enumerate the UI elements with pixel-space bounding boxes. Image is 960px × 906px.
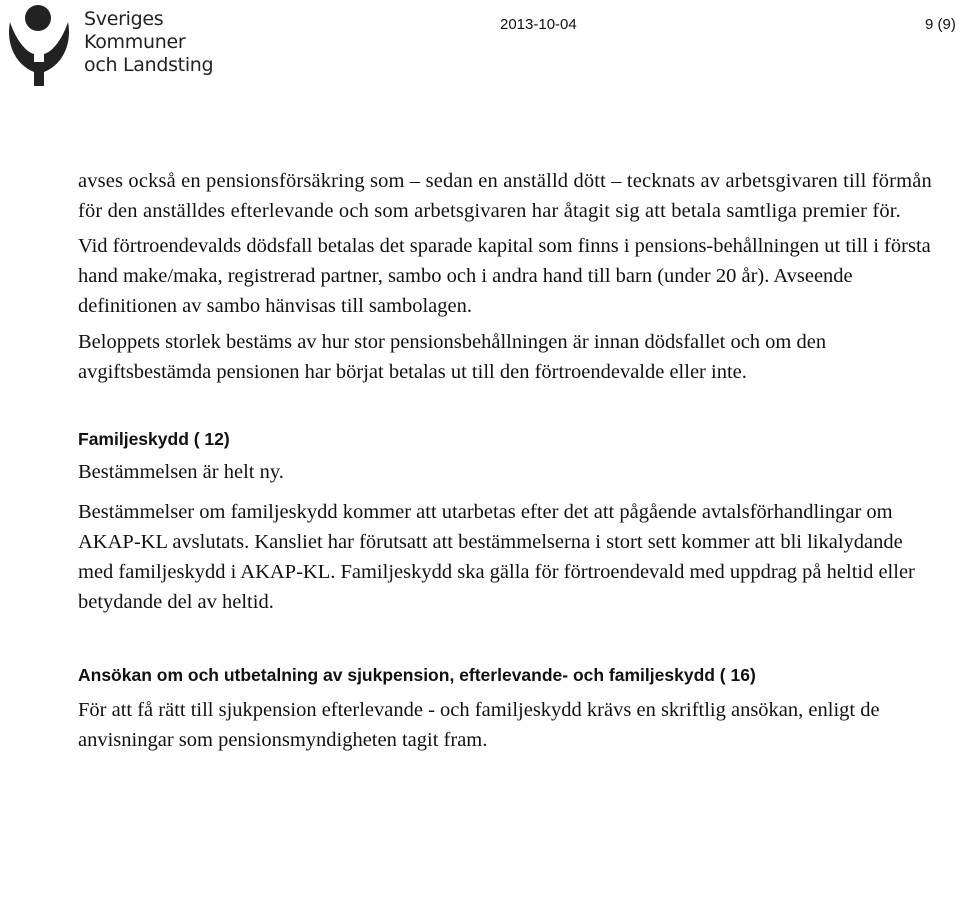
logo-wordmark: [84, 8, 213, 77]
skl-logo-icon: [4, 2, 76, 88]
document-date: 2013-10-04: [500, 16, 577, 33]
paragraph-1: avses också en pensionsförsäkring som – sedan en anställd dött – tecknats av arbetsgivaren till förmån för den anställdes efterlevande och som arbetsgivaren har åtagit sig att betala samtliga premier för.: [78, 170, 932, 222]
paragraph-6: För att få rätt till sjukpension efterlevande - och familjeskydd krävs en skriftlig ansökan, enligt de anvisningar som pensionsmyndigheten tagit fram.: [78, 699, 880, 751]
logo-line-1: Sveriges: [84, 8, 164, 30]
paragraph-5: Bestämmelser om familjeskydd kommer att utarbetas efter det att pågående avtalsförhandlingar om AKAP-KL avslutats. Kansliet har förutsatt att bestämmelserna i stort sett kommer att bli likalydande med familjeskydd i AKAP-KL. Familjeskydd ska gälla för förtroendevald med uppdrag på heltid eller betydande del av heltid.: [78, 501, 915, 613]
paragraph-2: Vid förtroendevalds dödsfall betalas det sparade kapital som finns i pensions-behållningen ut till i första hand make/maka, registrerad partner, sambo och i andra hand till barn (under 20 år). Avseende definitionen av sambo hänvisas till sambolagen.: [78, 235, 931, 317]
logo-line-2: Kommuner: [84, 31, 186, 53]
paragraph-3: Beloppets storlek bestäms av hur stor pensionsbehållningen är innan dödsfallet och om den avgiftsbestämda pensionen har börjat betalas ut till den förtroendevalde eller inte.: [78, 331, 827, 383]
section-heading-ansokan: Ansökan om och utbetalning av sjukpension, efterlevande- och familjeskydd ( 16): [78, 665, 756, 685]
skl-logo: [4, 2, 219, 88]
document-body: [78, 166, 938, 755]
paragraph-4: Bestämmelsen är helt ny.: [78, 461, 284, 483]
page-number: 9 (9): [925, 16, 956, 33]
section-heading-familjeskydd: Familjeskydd ( 12): [78, 429, 230, 449]
logo-line-3: och Landsting: [84, 54, 214, 76]
